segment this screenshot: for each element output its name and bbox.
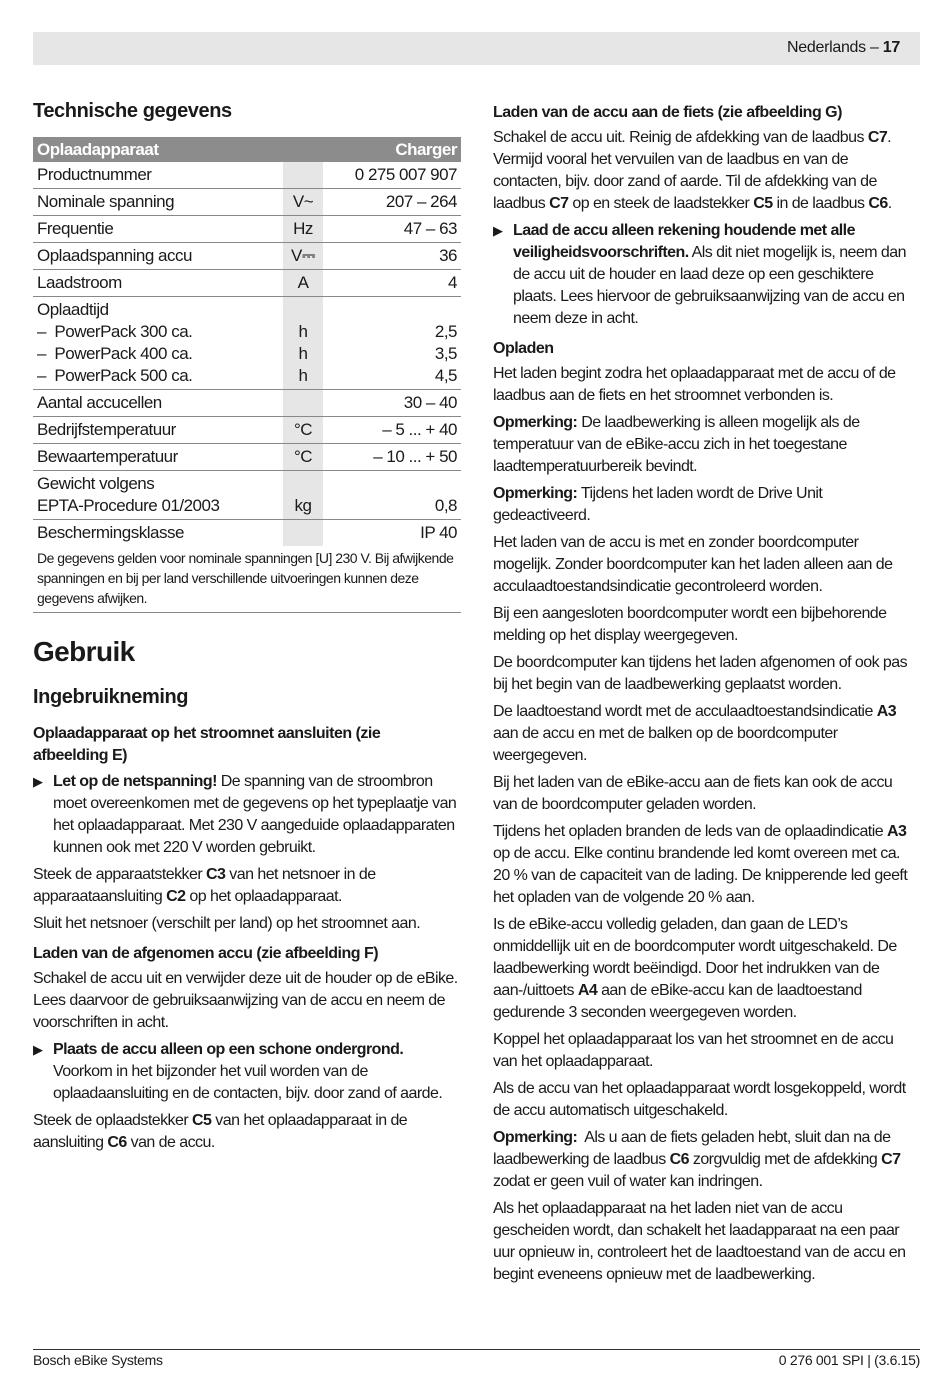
row-value: – 5 ... + 40: [323, 417, 461, 444]
header-text: [787, 39, 900, 57]
text-span: Tijdens het laden wordt de Drive Unit gedeactiveerd.: [493, 485, 823, 524]
weight-line1: Gewicht volgens: [37, 474, 155, 493]
charging-paragraph: Koppel het oplaadapparaat los van het stroomnet en de accu van het oplaadapparaat.: [493, 1031, 894, 1070]
ref-label: C7: [881, 1151, 901, 1168]
spec-table-header: [33, 137, 461, 162]
charging-paragraph: Als de accu van het oplaadapparaat wordt losgekoppeld, wordt de accu automatisch uitgeschakeld.: [493, 1080, 906, 1119]
mains-section: [33, 723, 461, 1159]
text-span: van de accu.: [126, 1134, 215, 1151]
row-unit: kg: [283, 471, 323, 520]
charging-paragraph: [493, 821, 920, 909]
bullet-bold: Let op de netspanning!: [53, 773, 217, 790]
charge-time-label: Oplaadtijd: [37, 300, 109, 319]
text-span: op de accu. Elke continu brandende led komt overeen met ca. 20 % van de capaciteit van de lading. De knipperende led geeft het opladen van de volgende 20 % aan.: [493, 845, 908, 906]
charging-heading: Opladen: [493, 340, 554, 357]
charging-paragraph: De boordcomputer kan tijdens het laden afgenomen of ook pas bij het begin van de laadbewerking geplaatst worden.: [493, 654, 908, 693]
text-span: Steek de apparaatstekker: [33, 866, 207, 883]
charging-paragraph: Het laden begint zodra het oplaadapparaat met de accu of de laadbus aan de fiets en het stroomnet verbonden is.: [493, 365, 896, 404]
charging-paragraph: [493, 701, 920, 767]
table-row: [33, 189, 461, 216]
row-value: 47 – 63: [323, 216, 461, 243]
row-unit: Hz: [283, 216, 323, 243]
row-value: 0,8: [323, 471, 461, 520]
text-span: De laadbewerking is alleen mogelijk als de temperatuur van de eBike-accu zich in het toegestane laadtemperatuurbereik bevindt.: [493, 414, 860, 475]
table-note-row: [33, 546, 461, 613]
ref-label: C5: [192, 1112, 212, 1129]
row-label: [33, 297, 283, 390]
row-label: Frequentie: [33, 216, 283, 243]
spec-table: [33, 137, 461, 613]
row-label: Aantal accucellen: [33, 390, 283, 417]
ref-label: C6: [868, 195, 888, 212]
text-span: Steek de oplaadstekker: [33, 1112, 193, 1129]
row-label: Laadstroom: [33, 270, 283, 297]
row-unit: [283, 520, 323, 547]
weight-line2: EPTA-Procedure 01/2003: [37, 496, 220, 515]
technical-title: Technische gegevens: [33, 100, 232, 122]
charge-item-unit: h: [298, 322, 308, 341]
mains-bullet: [33, 771, 461, 859]
ref-label: C7: [549, 195, 569, 212]
removed-heading: Laden van de afgenomen accu (zie afbeelding F): [33, 945, 379, 962]
note-label: Opmerking:: [493, 1129, 578, 1146]
row-unit: °C: [283, 417, 323, 444]
note-label: Opmerking:: [493, 485, 578, 502]
charge-item-unit: h: [298, 344, 308, 363]
removed-paragraph-2: [33, 1110, 461, 1154]
row-unit: V⎓: [283, 243, 323, 270]
table-note: De gegevens gelden voor nominale spanningen [U] 230 V. Bij afwijkende spanningen en bij per land verschillende uitvoeringen kunnen deze gegevens afwijken.: [33, 546, 461, 613]
charging-paragraph: Als het oplaadapparaat na het laden niet van de accu gescheiden wordt, dan schakelt het laadapparaat na een paar uur opnieuw in, controleert het de laadtoestand van de accu en begint eveneens opnieuw met de laadbewerking.: [493, 1200, 906, 1283]
text-span: op en steek de laadstekker: [568, 195, 754, 212]
charging-paragraph: Bij het laden van de eBike-accu aan de fiets kan ook de accu van de boordcomputer geladen worden.: [493, 774, 893, 813]
text-span: . Vermijd vooral het vervuilen van de laadbus en van de contacten, bijv. door zand of aarde. Til de afdekking van de laadbus: [493, 129, 892, 212]
charge-item-unit: h: [298, 366, 308, 385]
charge-item-label: – PowerPack 300 ca.: [37, 322, 193, 341]
note-paragraph: [493, 412, 920, 478]
header-language: Nederlands: [787, 39, 866, 56]
ref-label: C2: [166, 888, 186, 905]
row-value: [323, 297, 461, 390]
row-label: Bewaartemperatuur: [33, 444, 283, 471]
row-unit: °C: [283, 444, 323, 471]
text-span: De laadtoestand wordt met de acculaadtoestandsindicatie: [493, 703, 877, 720]
footer-divider: [33, 1349, 920, 1350]
row-value: 30 – 40: [323, 390, 461, 417]
row-unit: [283, 390, 323, 417]
charging-paragraph: Het laden van de accu is met en zonder boordcomputer mogelijk. Zonder boordcomputer kan het laden alleen aan de acculaadtoestandsindicatie gecontroleerd worden.: [493, 534, 893, 595]
ref-label: C6: [107, 1134, 127, 1151]
text-span: van het netsnoer in de apparaataansluiting: [33, 866, 376, 905]
row-value: IP 40: [420, 523, 457, 542]
text-span: Als u aan de fiets geladen hebt, sluit dan na de laadbewerking de laadbus: [493, 1129, 895, 1168]
removed-paragraph-1: Schakel de accu uit en verwijder deze uit de houder op de eBike. Lees daarvoor de gebruiksaanwijzing van de accu en neem de voorschriften in acht.: [33, 970, 458, 1031]
ref-label: C7: [867, 129, 888, 146]
row-value: 4: [323, 270, 461, 297]
charge-item-value: 3,5: [434, 344, 457, 363]
mains-heading: Oplaadapparaat op het stroomnet aansluiten (zie afbeelding E): [33, 725, 381, 764]
spec-header-right: Charger: [323, 137, 461, 162]
row-label: Oplaadspanning accu: [33, 243, 283, 270]
ref-label: C5: [753, 195, 773, 212]
bullet-bold: Plaats de accu alleen op een schone ondergrond.: [53, 1041, 404, 1058]
text-span: van het oplaadapparaat in de aansluiting: [33, 1112, 408, 1151]
mains-paragraph-1: [33, 864, 461, 908]
note-label: Opmerking:: [493, 414, 578, 431]
table-row: [33, 162, 461, 189]
usage-subtitle: Ingebruikneming: [33, 686, 189, 708]
ref-label: A3: [886, 823, 907, 840]
bullet-text: Voorkom in het bijzonder het vuil worden van de oplaadaansluiting en de contacten, bijv. door zand of aarde.: [53, 1063, 443, 1102]
footer-doc-number: 0 276 001 SPI | (3.6.15): [778, 1352, 920, 1368]
table-row: [33, 243, 461, 270]
charge-item-value: 4,5: [434, 366, 457, 385]
row-label: Productnummer: [33, 162, 283, 189]
bullet-text: Als dit niet mogelijk is, neem dan de accu uit de houder en laad deze op een geschiktere plaats. Lees hiervoor de gebruiksaanwijzing van de accu en neem deze in acht.: [513, 244, 906, 327]
bullet-bold: Laad de accu alleen rekening houdende met alle veiligheidsvoorschriften.: [513, 222, 855, 261]
bullet-text: De spanning van de stroombron moet overeenkomen met de gegevens op het typeplaatje van het oplaadapparaat. Met 230 V aangeduide oplaadapparaten kunnen ook met 220 V worden gebruikt.: [53, 773, 457, 856]
row-value: 0 275 007 907: [323, 162, 461, 189]
text-span: .: [887, 195, 892, 212]
row-value: 207 – 264: [323, 189, 461, 216]
row-unit: V~: [283, 189, 323, 216]
bike-heading: Laden van de accu aan de fiets (zie afbeelding G): [493, 104, 842, 121]
text-span: Tijdens het opladen branden de leds van de oplaadindicatie: [493, 823, 887, 840]
table-row: [33, 270, 461, 297]
row-unit: [283, 297, 323, 390]
text-span: op het oplaadapparaat.: [185, 888, 342, 905]
table-row: [33, 417, 461, 444]
text-span: Schakel de accu uit. Reinig de afdekking van de laadbus: [493, 129, 868, 146]
triangle-bullet-icon: ▶: [33, 1042, 43, 1057]
text-span: in de laadbus: [772, 195, 869, 212]
ref-label: A4: [577, 982, 598, 999]
usage-title: Gebruik: [33, 636, 135, 667]
table-row-weight: [33, 471, 461, 520]
row-value: 36: [323, 243, 461, 270]
charging-paragraph: Bij een aangesloten boordcomputer wordt een bijbehorende melding op het display weergegeven.: [493, 605, 887, 644]
text-span: Is de eBike-accu volledig geladen, dan gaan de LED’s onmiddellijk uit en de boordcomputer wordt uitgeschakeld. De laadbewerking wordt beëindigd. Door het indrukken van de aan-/uittoets: [493, 916, 897, 999]
charge-item-label: – PowerPack 400 ca.: [37, 344, 193, 363]
page-number: 17: [882, 39, 900, 56]
table-row: [33, 216, 461, 243]
spec-header-left: Oplaadapparaat: [33, 137, 323, 162]
table-row-protection: [33, 520, 461, 547]
header-separator: –: [870, 39, 879, 56]
row-label: Bedrijfstemperatuur: [33, 417, 283, 444]
removed-bullet: [33, 1039, 461, 1105]
note-paragraph: [493, 483, 920, 527]
footer-brand: Bosch eBike Systems: [33, 1352, 163, 1368]
bike-paragraph-1: [493, 127, 920, 215]
ref-label: A3: [876, 703, 897, 720]
row-unit: [283, 162, 323, 189]
mains-paragraph-2: Sluit het netsnoer (verschilt per land) op het stroomnet aan.: [33, 915, 421, 932]
row-label: Nominale spanning: [33, 189, 283, 216]
page-header: [33, 32, 920, 65]
text-span: zodat er geen vuil of water kan indringen.: [493, 1173, 763, 1190]
bike-bullet: [493, 220, 920, 330]
charge-item-label: – PowerPack 500 ca.: [37, 366, 193, 385]
table-row: [33, 444, 461, 471]
text-span: aan de accu en met de balken op de boordcomputer weergegeven.: [493, 725, 838, 764]
text-span: zorgvuldig met de afdekking: [688, 1151, 882, 1168]
row-value: – 10 ... + 50: [323, 444, 461, 471]
row-unit: A: [283, 270, 323, 297]
charge-item-value: 2,5: [434, 322, 457, 341]
table-row: [33, 390, 461, 417]
table-row-charge-time: [33, 297, 461, 390]
row-label: Beschermingsklasse: [37, 523, 184, 542]
row-label: [33, 471, 283, 520]
text-span: aan de eBike-accu kan de laadtoestand gedurende 3 seconden weergegeven worden.: [493, 982, 862, 1021]
triangle-bullet-icon: ▶: [493, 223, 503, 238]
note-paragraph: [493, 1127, 920, 1193]
right-flow: [493, 102, 920, 1291]
triangle-bullet-icon: ▶: [33, 774, 43, 789]
ref-label: C6: [669, 1151, 689, 1168]
charging-paragraph: [493, 914, 920, 1024]
ref-label: C3: [206, 866, 226, 883]
